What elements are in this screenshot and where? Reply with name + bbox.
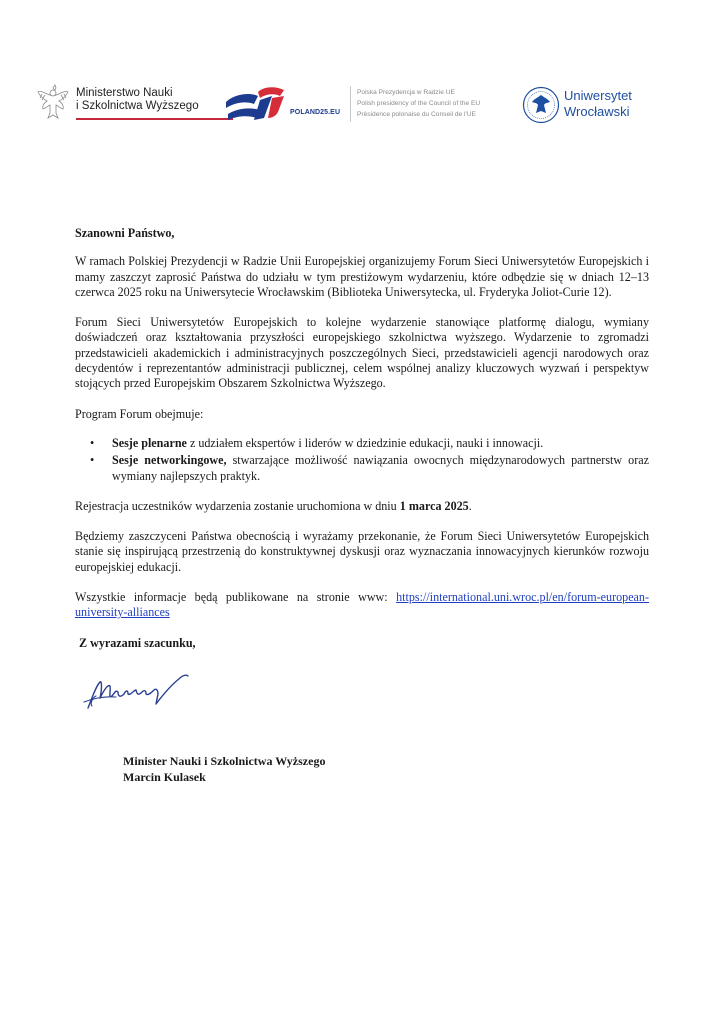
presidency-caption-en: Polish presidency of the Council of the EU	[357, 100, 481, 107]
program-item-text: z udziałem ekspertów i liderów w dziedzinie edukacji, nauki i innowacji.	[186, 435, 544, 450]
program-item-bold: Sesje networkingowe,	[112, 453, 227, 468]
ministry-logo	[36, 82, 206, 124]
presidency-emblem-icon	[224, 82, 288, 124]
university-name-line2: Wrocławski	[564, 104, 630, 119]
ministry-name	[76, 87, 199, 113]
program-list	[75, 436, 649, 484]
presidency-logo	[224, 82, 346, 126]
white-eagle-icon	[36, 82, 70, 122]
signer-block	[123, 754, 325, 785]
presidency-caption-pl: Polska Prezydencja w Radzie UE	[357, 89, 455, 96]
university-crest-icon	[522, 86, 560, 124]
bullet: •	[90, 453, 95, 468]
signer-title: Minister Nauki i Szkolnictwa Wyższego	[123, 754, 326, 768]
ministry-name-line1: Ministerstwo Nauki	[76, 87, 173, 99]
paragraph-registration	[75, 499, 649, 514]
registration-text: Rejestracja uczestników wydarzenia zostanie uruchomiona w dniu	[75, 498, 400, 513]
paragraph-invitation: W ramach Polskiej Prezydencji w Radzie Unii Europejskiej organizujemy Forum Sieci Uniwersytetów Europejskich i mamy zaszczyt zaprosić Państwa do udziału w tym prestiżowym wydarzeniu, które odbędzie się w dniach 12–13 czerwca 2025 roku na Uniwersytecie Wrocławskim (Biblioteka Uniwersytecka, ul. Fryderyka Joliot-Curie 12).	[75, 254, 649, 299]
list-item	[90, 435, 649, 451]
ministry-name-line2: i Szkolnictwa Wyższego	[76, 100, 199, 112]
registration-end: .	[468, 498, 472, 513]
presidency-divider	[350, 86, 351, 122]
info-text: Wszystkie informacje będą publikowane na stronie www:	[75, 590, 397, 605]
presidency-site: POLAND25.EU	[290, 109, 341, 116]
presidency-caption-fr: Présidence polonaise du Conseil de l'UE	[357, 111, 476, 118]
letter-body	[75, 226, 649, 651]
ministry-accent-line	[76, 118, 233, 120]
program-intro: Program Forum obejmuje:	[75, 406, 204, 421]
salutation: Szanowni Państwo,	[75, 226, 175, 240]
presidency-caption	[357, 87, 480, 120]
bullet: •	[90, 435, 95, 450]
letterhead	[0, 0, 725, 140]
paragraph-info	[75, 590, 649, 621]
signer-name: Marcin Kulasek	[123, 769, 206, 784]
list-item	[90, 453, 649, 484]
paragraph-honor: Będziemy zaszczyceni Państwa obecnością i wyrażamy przekonanie, że Forum Sieci Uniwersytetów Europejskich stanie się inspirującą przestrzenią do konstruktywnej dyskusji oraz wyznaczania innowacyjnych kierunków rozwoju europejskiej edukacji.	[75, 529, 649, 574]
forum-website-link[interactable]: https://international.uni.wroc.pl/en/forum-european-university-alliances	[75, 590, 649, 620]
university-name-line1: Uniwersytet	[564, 88, 632, 103]
closing: Z wyrazami szacunku,	[79, 635, 196, 650]
handwritten-signature	[82, 668, 192, 718]
university-name	[564, 88, 632, 120]
program-item-text: stwarzające możliwość nawiązania owocnych międzynarodowych partnerstw oraz wymiany najlepszych praktyk.	[112, 453, 649, 483]
registration-date: 1 marca 2025	[399, 498, 469, 513]
university-logo	[522, 86, 662, 126]
program-item-bold: Sesje plenarne	[112, 435, 187, 450]
paragraph-forum-description: Forum Sieci Uniwersytetów Europejskich to kolejne wydarzenie stanowiące platformę dialogu, wymiany doświadczeń oraz kształtowania przyszłości europejskiego szkolnictwa wyższego. Wydarzenie to zgromadzi przedstawicieli akademickich i administracyjnych poszczególnych Sieci, przedstawicieli agencji narodowych oraz decydentów i reprezentantów administracji publicznej, celem wspólnej analizy kluczowych wyzwań i perspektyw stojących przed Europejskim Obszarem Szkolnictwa Wyższego.	[75, 315, 649, 391]
